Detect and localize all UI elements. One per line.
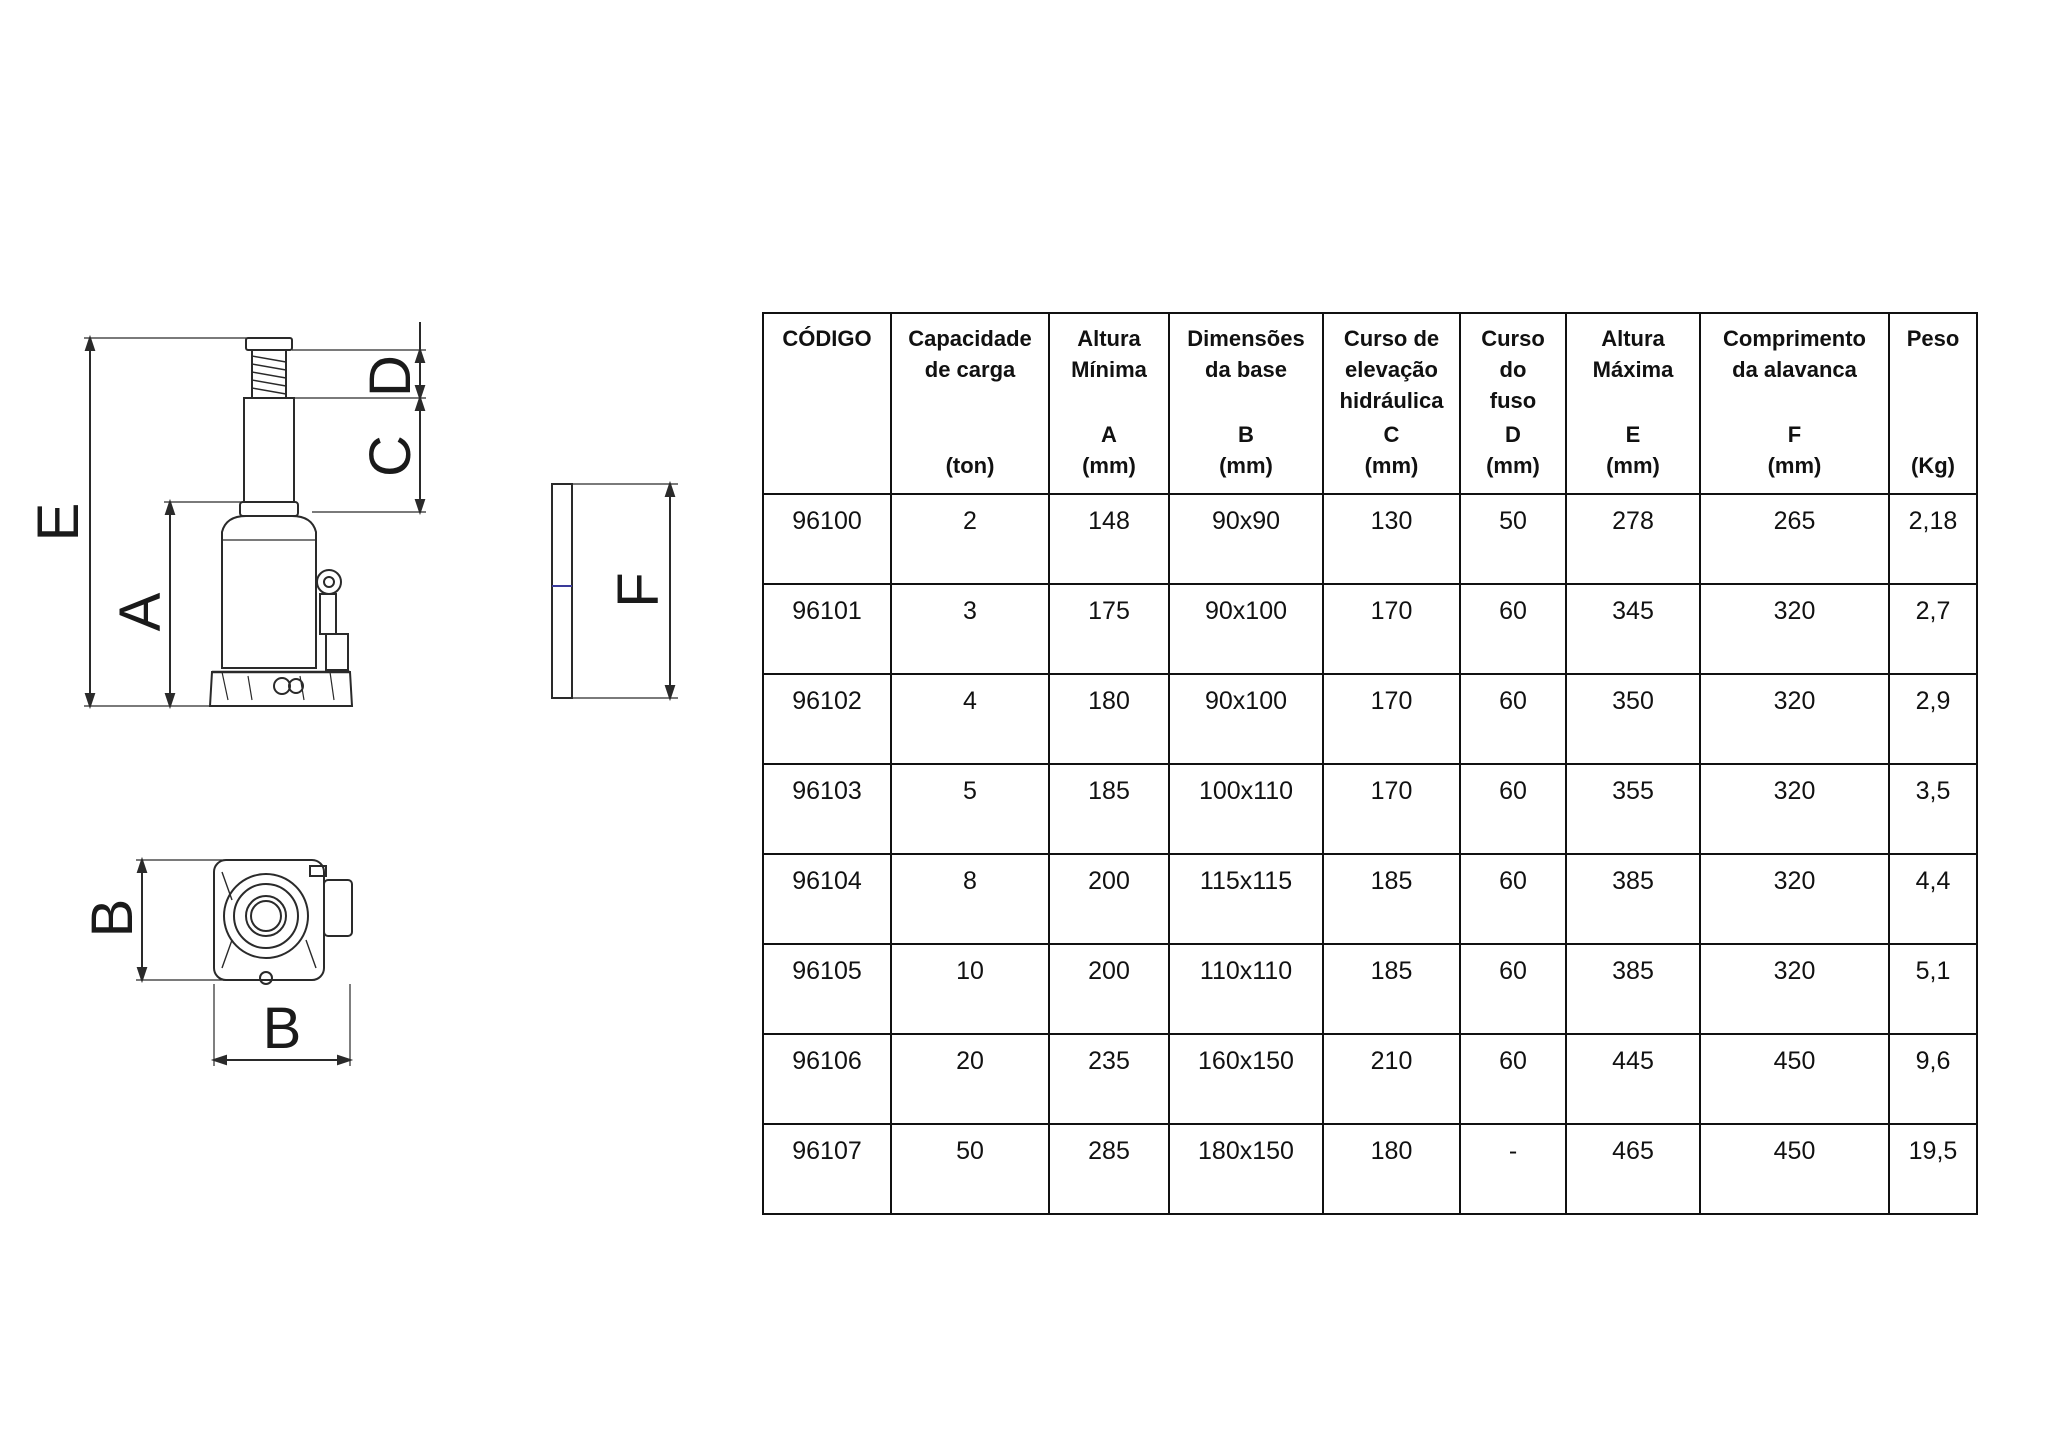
- table-cell: 96100: [763, 494, 891, 584]
- table-cell: 10: [891, 944, 1049, 1034]
- table-cell: 96101: [763, 584, 891, 674]
- table-row: [763, 584, 1977, 674]
- column-header-name: Capacidade de carga: [908, 326, 1032, 382]
- column-header-name: CÓDIGO: [782, 326, 872, 351]
- table-cell: 90x100: [1169, 674, 1323, 764]
- table-cell: 320: [1700, 764, 1889, 854]
- column-header-name: Altura Máxima: [1592, 326, 1674, 382]
- label-C: C: [358, 435, 423, 477]
- label-F: F: [606, 572, 671, 608]
- column-header: [1889, 313, 1977, 494]
- label-B-horizontal: B: [262, 996, 302, 1061]
- table-cell: 465: [1566, 1124, 1700, 1214]
- spec-table: [762, 312, 1978, 1215]
- table-row: [763, 494, 1977, 584]
- column-header-name: Peso: [1906, 326, 1960, 351]
- table-cell: 285: [1049, 1124, 1169, 1214]
- table-cell: 320: [1700, 674, 1889, 764]
- table-cell: 2,18: [1889, 494, 1977, 584]
- table-cell: 96107: [763, 1124, 891, 1214]
- table-cell: 355: [1566, 764, 1700, 854]
- table-cell: 170: [1323, 674, 1460, 764]
- column-header: [1323, 313, 1460, 494]
- table-cell: 385: [1566, 944, 1700, 1034]
- table-cell: 4,4: [1889, 854, 1977, 944]
- column-header-unit: D (mm): [1486, 422, 1540, 478]
- table-cell: 110x110: [1169, 944, 1323, 1034]
- jack-drawing-svg: [0, 0, 760, 1449]
- column-header: [1566, 313, 1700, 494]
- table-cell: 96105: [763, 944, 891, 1034]
- table-cell: 5: [891, 764, 1049, 854]
- column-header: [1049, 313, 1169, 494]
- table-cell: 115x115: [1169, 854, 1323, 944]
- table-cell: 2: [891, 494, 1049, 584]
- column-header: [1169, 313, 1323, 494]
- table-cell: 50: [1460, 494, 1566, 584]
- table-cell: 445: [1566, 1034, 1700, 1124]
- table-cell: 50: [891, 1124, 1049, 1214]
- table-cell: 60: [1460, 854, 1566, 944]
- column-header-unit: A (mm): [1082, 422, 1136, 478]
- table-cell: 20: [891, 1034, 1049, 1124]
- column-header: [1460, 313, 1566, 494]
- table-cell: 9,6: [1889, 1034, 1977, 1124]
- column-header-name: Curso do fuso: [1481, 326, 1545, 413]
- table-cell: 60: [1460, 584, 1566, 674]
- label-A: A: [108, 592, 173, 632]
- table-cell: 5,1: [1889, 944, 1977, 1034]
- table-cell: 180: [1323, 1124, 1460, 1214]
- column-header-unit: F (mm): [1767, 422, 1822, 478]
- label-D: D: [358, 355, 423, 397]
- table-cell: 345: [1566, 584, 1700, 674]
- column-header-name: Dimensões da base: [1187, 326, 1305, 382]
- table-cell: 170: [1323, 764, 1460, 854]
- table-row: [763, 764, 1977, 854]
- table-cell: 60: [1460, 764, 1566, 854]
- table-row: [763, 854, 1977, 944]
- table-cell: 90x90: [1169, 494, 1323, 584]
- table-cell: 185: [1323, 854, 1460, 944]
- table-cell: 235: [1049, 1034, 1169, 1124]
- column-header-unit: (Kg): [1911, 453, 1955, 478]
- table-cell: 385: [1566, 854, 1700, 944]
- column-header: [891, 313, 1049, 494]
- table-cell: 265: [1700, 494, 1889, 584]
- table-cell: 350: [1566, 674, 1700, 764]
- column-header-unit: B (mm): [1219, 422, 1273, 478]
- table-cell: 2,7: [1889, 584, 1977, 674]
- table-cell: 2,9: [1889, 674, 1977, 764]
- table-header-row: [763, 313, 1977, 494]
- table-cell: 96104: [763, 854, 891, 944]
- table-cell: 96102: [763, 674, 891, 764]
- table-row: [763, 1124, 1977, 1214]
- table-cell: 148: [1049, 494, 1169, 584]
- table-cell: 160x150: [1169, 1034, 1323, 1124]
- table-row: [763, 1034, 1977, 1124]
- table-cell: 19,5: [1889, 1124, 1977, 1214]
- table-cell: 130: [1323, 494, 1460, 584]
- table-cell: 100x110: [1169, 764, 1323, 854]
- column-header: [1700, 313, 1889, 494]
- table-cell: 3: [891, 584, 1049, 674]
- table-cell: 60: [1460, 1034, 1566, 1124]
- table-cell: 320: [1700, 584, 1889, 674]
- table-cell: 3,5: [1889, 764, 1977, 854]
- jack-top-view: [136, 860, 352, 1066]
- table-cell: 90x100: [1169, 584, 1323, 674]
- table-body: [763, 494, 1977, 1214]
- table-cell: 278: [1566, 494, 1700, 584]
- label-E: E: [26, 502, 91, 542]
- column-header-unit: E (mm): [1606, 422, 1660, 478]
- technical-drawing: [0, 0, 760, 1449]
- column-header-unit: C (mm): [1364, 422, 1419, 478]
- table-cell: -: [1460, 1124, 1566, 1214]
- column-header-name: Comprimento da alavanca: [1723, 326, 1866, 382]
- table-cell: 4: [891, 674, 1049, 764]
- column-header: [763, 313, 891, 494]
- table-cell: 185: [1323, 944, 1460, 1034]
- table-cell: 60: [1460, 944, 1566, 1034]
- table-cell: 210: [1323, 1034, 1460, 1124]
- table-cell: 200: [1049, 854, 1169, 944]
- table-cell: 8: [891, 854, 1049, 944]
- column-header-name: Curso de elevação hidráulica: [1339, 326, 1444, 413]
- table-cell: 450: [1700, 1034, 1889, 1124]
- table-cell: 185: [1049, 764, 1169, 854]
- table-cell: 96106: [763, 1034, 891, 1124]
- table-cell: 175: [1049, 584, 1169, 674]
- label-B-vertical: B: [80, 898, 145, 938]
- table-cell: 320: [1700, 944, 1889, 1034]
- table-cell: 180x150: [1169, 1124, 1323, 1214]
- table-cell: 170: [1323, 584, 1460, 674]
- table-cell: 450: [1700, 1124, 1889, 1214]
- column-header-unit: (ton): [945, 453, 995, 478]
- table-row: [763, 944, 1977, 1034]
- table-cell: 96103: [763, 764, 891, 854]
- column-header-name: Altura Mínima: [1071, 326, 1147, 382]
- table-cell: 200: [1049, 944, 1169, 1034]
- table-cell: 60: [1460, 674, 1566, 764]
- table-cell: 320: [1700, 854, 1889, 944]
- table-row: [763, 674, 1977, 764]
- table-cell: 180: [1049, 674, 1169, 764]
